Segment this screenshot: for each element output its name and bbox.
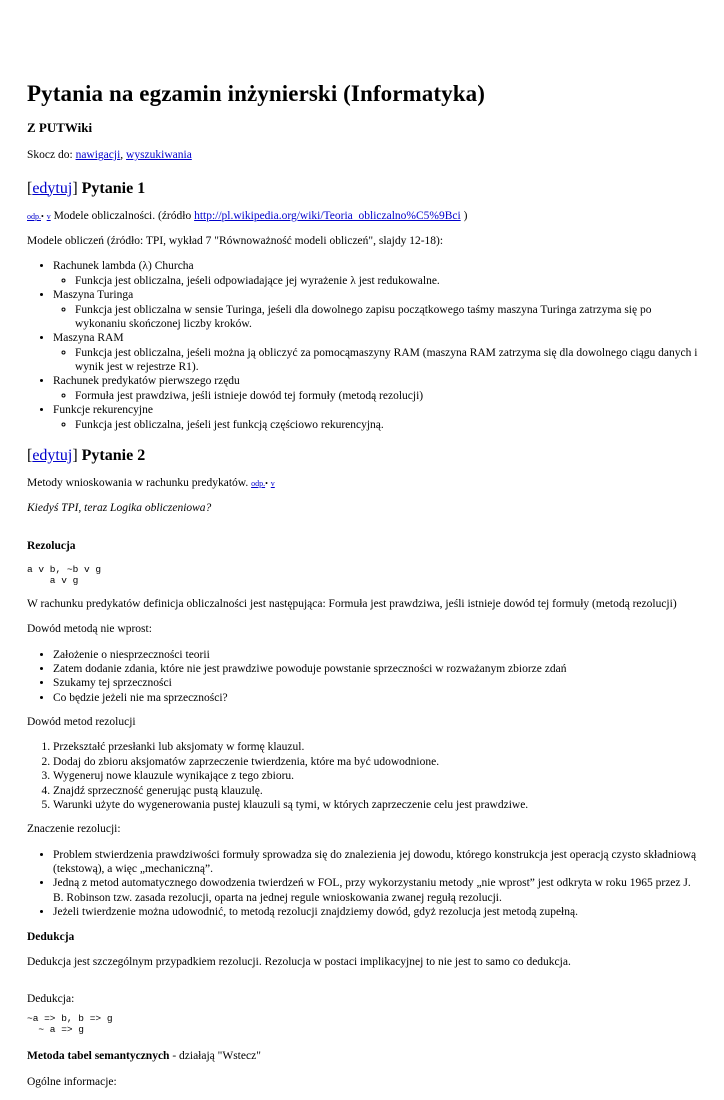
models-close: ) bbox=[460, 209, 468, 222]
list-subitem: ◦ Funkcja jest obliczalna, jeśeli odpowiadające jej wyrażenie λ jest redukowalne. bbox=[75, 274, 699, 288]
list-item: 5. Warunki użyte do wygenerowania pustej klauzuli są tymi, w których zaprzeczenie celu jest prawdziwe. bbox=[53, 798, 699, 812]
tabele-bold: Metoda tabel semantycznych bbox=[27, 1050, 170, 1063]
jump-prefix: Skocz do: bbox=[27, 149, 76, 162]
list-item: • Rachunek predykatów pierwszego rzędu ◦ Formuła jest prawdziwa, jeśli istnieje dowód tej formuły (metodą rezolucji) bbox=[53, 374, 699, 403]
list-item: 1. Przekształć przesłanki lub aksjomaty w formę klauzul. bbox=[53, 740, 699, 754]
code-block-deduction: ~a => b, b => g ~ a => g bbox=[27, 1012, 113, 1036]
indirect-list bbox=[27, 648, 699, 706]
q2-intro: Metody wnioskowania w rachunku predykatów. bbox=[27, 476, 249, 489]
list-item: • Maszyna Turinga ◦ Funkcja jest obliczalna w sensie Turinga, jeśeli dla dowolnego zapisu początkowego taśmy maszyna Turinga zatrzyma się po wykonaniu skończonej liczby kroków. bbox=[53, 288, 699, 331]
odp-link-q2[interactable]: odp. bbox=[251, 478, 266, 488]
content bbox=[27, 120, 699, 1100]
list-subitem: ◦ Funkcja jest obliczalna, jeśeli można ją obliczyć za pomocąmaszyny RAM (maszyna RAM zatrzyma się dla dowolnego ciągu danych i wynik jest w rejestrze R1). bbox=[75, 346, 699, 375]
list-item: • Szukamy tej sprzeczności bbox=[53, 676, 699, 690]
list-item: 2. Dodaj do zbioru aksjomatów zaprzeczenie twierdzenia, które ma być udowodnione. bbox=[53, 755, 699, 769]
section-heading-q2 bbox=[27, 446, 699, 466]
dedukcja-paragraph: Dedukcja jest szczególnym przypadkiem rezolucji. Rezolucja w postaci implikacyjnej to nie jest to samo co dedukcja. bbox=[27, 955, 571, 968]
jump-search-link[interactable]: wyszukiwania bbox=[126, 149, 192, 162]
edit-bracket-close: ] bbox=[72, 179, 78, 197]
indirect-heading: Dowód metodą nie wprost: bbox=[27, 623, 152, 636]
q1-source-line: Modele obliczeń (źródło: TPI, wykład 7 "Równoważność modeli obliczeń", slajdy 12-18): bbox=[27, 235, 444, 247]
list-item: • Maszyna RAM ◦ Funkcja jest obliczalna, jeśeli można ją obliczyć za pomocąmaszyny RAM (maszyna RAM zatrzyma się dla dowolnego ciągu danych i wynik jest w rejestrze R1). bbox=[53, 331, 699, 374]
bullet-separator: • bbox=[41, 211, 44, 221]
dedukcja-label: Dedukcja: bbox=[27, 993, 75, 1006]
list-item: 3. Wygeneruj nowe klauzule wynikające z tego zbioru. bbox=[53, 769, 699, 783]
edit-bracket-close: ] bbox=[72, 446, 78, 464]
list-item: • Problem stwierdzenia prawdziwości formuły sprowadza się do znalezienia jej dowodu, którego konstrukcja jest operacją czysto składniową (tekstową), a więc „mechaniczną”. bbox=[53, 848, 699, 877]
bullet-separator: • bbox=[265, 478, 268, 488]
jump-sep: , bbox=[120, 149, 127, 162]
tabele-line bbox=[27, 1049, 699, 1063]
section-title-q1: Pytanie 1 bbox=[77, 179, 146, 197]
list-item: • Co będzie jeżeli nie ma sprzeczności? bbox=[53, 691, 699, 705]
definition-paragraph: W rachunku predykatów definicja obliczalności jest następująca: Formuła jest prawdziwa, jeśli istnieje dowód tej formuły (metodą rezolucji) bbox=[27, 597, 677, 610]
rezolucja-heading: Rezolucja bbox=[27, 539, 76, 552]
v-link-q2[interactable]: v bbox=[270, 478, 275, 488]
edit-bracket-open: [ bbox=[27, 179, 33, 197]
models-list bbox=[27, 259, 699, 432]
list-item: • Funkcje rekurencyjne ◦ Funkcja jest obliczalna, jeśeli jest funkcją częściowo rekurencyjną. bbox=[53, 403, 699, 432]
general-info: Ogólne informacje: bbox=[27, 1075, 117, 1088]
list-item: • Jedną z metod automatycznego dowodzenia twierdzeń w FOL, przy wykorzystaniu metody „nie wprost” jest odkryta w roku 1965 przez J. B. Robinson tzw. zasada rezolucji, oparta na jednej regule wnioskowania zwanej regułą rezolucji. bbox=[53, 876, 699, 905]
edit-link-q1[interactable]: edytuj bbox=[32, 179, 73, 197]
section-heading-q1 bbox=[27, 179, 699, 199]
section-title-q2: Pytanie 2 bbox=[77, 446, 146, 464]
page-title: Pytania na egzamin inżynierski (Informatyka) bbox=[27, 81, 485, 106]
list-item: • Rachunek lambda (λ) Churcha ◦ Funkcja jest obliczalna, jeśeli odpowiadające jej wyrażenie λ jest redukowalne. bbox=[53, 259, 699, 288]
v-link-q1[interactable]: v bbox=[46, 211, 51, 221]
dedukcja-heading: Dedukcja bbox=[27, 930, 75, 943]
list-item: 4. Znajdź sprzeczność generując pustą klauzulę. bbox=[53, 784, 699, 798]
q2-intro-line bbox=[27, 476, 699, 490]
q1-models-line bbox=[27, 209, 699, 223]
tabele-rest: - działają "Wstecz" bbox=[169, 1050, 261, 1063]
odp-link-q1[interactable]: odp. bbox=[27, 211, 41, 221]
jump-nav-link[interactable]: nawigacji bbox=[75, 149, 121, 162]
method-heading: Dowód metod rezolucji bbox=[27, 716, 136, 729]
edit-link-q2[interactable]: edytuj bbox=[32, 446, 73, 464]
edit-bracket-open: [ bbox=[27, 446, 33, 464]
site-subtitle: Z PUTWiki bbox=[27, 120, 93, 135]
list-subitem: ◦ Funkcja jest obliczalna w sensie Turinga, jeśeli dla dowolnego zapisu początkowego taśmy maszyna Turinga zatrzyma się po wykonaniu skończonej liczby kroków. bbox=[75, 303, 699, 332]
wiki-link[interactable]: http://pl.wikipedia.org/wiki/Teoria_obliczalno%C5%9Bci bbox=[194, 209, 461, 222]
jump-links bbox=[27, 148, 699, 162]
list-item: • Zatem dodanie zdania, które nie jest prawdziwe powoduje powstanie sprzeczności w rozważanym zbiorze zdań bbox=[53, 662, 699, 676]
meaning-list bbox=[27, 848, 699, 920]
list-item: • Założenie o niesprzeczności teorii bbox=[53, 648, 699, 662]
list-subitem: ◦ Funkcja jest obliczalna, jeśeli jest funkcją częściowo rekurencyjną. bbox=[75, 418, 699, 432]
code-block-resolution: a v b, ~b v g a v g bbox=[27, 564, 102, 587]
list-item: • Jeżeli twierdzenie można udowodnić, to metodą rezolucji znajdziemy dowód, gdyż rezolucja jest metodą zupełną. bbox=[53, 905, 699, 919]
meaning-heading: Znaczenie rezolucji: bbox=[27, 823, 121, 836]
q2-italic-note: Kiedyś TPI, teraz Logika obliczeniowa? bbox=[27, 502, 212, 515]
models-text: Modele obliczalności. (źródło bbox=[50, 209, 195, 222]
method-list bbox=[27, 740, 699, 812]
list-subitem: ◦ Formuła jest prawdziwa, jeśli istnieje dowód tej formuły (metodą rezolucji) bbox=[75, 389, 699, 403]
